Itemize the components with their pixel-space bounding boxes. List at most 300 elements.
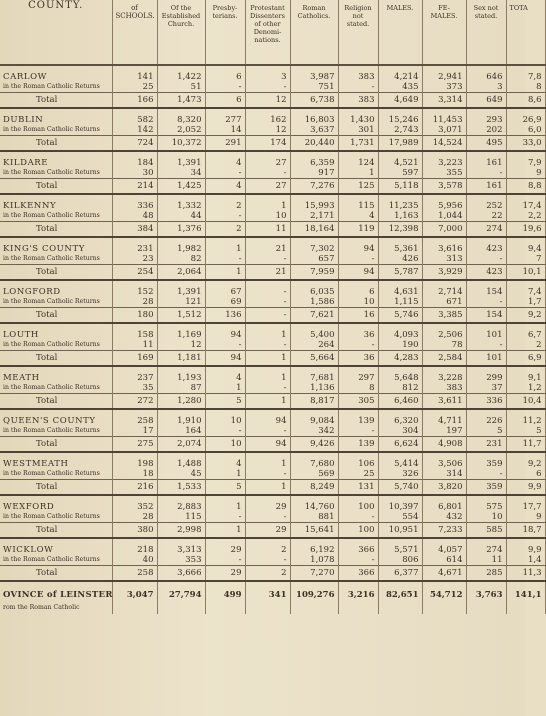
county-name-carlow: CARLOW — [0, 65, 112, 82]
total-females: 7,233 — [422, 523, 466, 539]
cell-presbyterians: 6 — [205, 65, 245, 82]
cell-presbyterians: 4 — [205, 452, 245, 469]
cell-schools: 237 — [112, 366, 157, 383]
cell-religion-not-stated: - — [338, 512, 378, 523]
cell-schools: 28 — [112, 297, 157, 308]
total-sex-not-stated: 161 — [466, 179, 506, 195]
total-dissenters: 2 — [245, 566, 290, 582]
total-schools: 272 — [112, 394, 157, 410]
cell-males: 426 — [378, 254, 422, 265]
province-sub-empty — [466, 602, 506, 614]
cell-presbyterians: 1 — [205, 469, 245, 480]
total-total: 10,4 — [506, 394, 545, 410]
county-name-dublin: DUBLIN — [0, 108, 112, 125]
cell-sex-not-stated: 154 — [466, 280, 506, 297]
cell-dissenters: - — [245, 168, 290, 179]
total-roman-catholics: 8,817 — [290, 394, 338, 410]
province-roman-catholics: 109,276 — [290, 581, 338, 602]
table-row — [0, 409, 545, 426]
total-males: 4,283 — [378, 351, 422, 367]
total-presbyterians: 291 — [205, 136, 245, 152]
cell-schools: 28 — [112, 512, 157, 523]
cell-religion-not-stated: 10 — [338, 297, 378, 308]
cell-presbyterians: 2 — [205, 194, 245, 211]
province-row — [0, 581, 545, 602]
cell-males: 6,320 — [378, 409, 422, 426]
cell-presbyterians: - — [205, 426, 245, 437]
cell-roman-catholics: 917 — [290, 168, 338, 179]
cell-religion-not-stated: - — [338, 254, 378, 265]
cell-males: 5,414 — [378, 452, 422, 469]
total-established: 1,473 — [157, 93, 205, 109]
header-row — [0, 0, 545, 65]
cell-males: 812 — [378, 383, 422, 394]
cell-presbyterians: 94 — [205, 323, 245, 340]
cell-total: 7,4 — [506, 280, 545, 297]
cell-males: 1,163 — [378, 211, 422, 222]
cell-presbyterians: 1 — [205, 383, 245, 394]
total-females: 3,385 — [422, 308, 466, 324]
total-religion-not-stated: 100 — [338, 523, 378, 539]
county-name-longford: LONGFORD — [0, 280, 112, 297]
table-row — [0, 280, 545, 297]
total-presbyterians: 1 — [205, 265, 245, 281]
cell-roman-catholics: 9,084 — [290, 409, 338, 426]
cell-established: 44 — [157, 211, 205, 222]
total-established: 1,425 — [157, 179, 205, 195]
province-sub-empty — [157, 602, 205, 614]
rc-returns-label: in the Roman Catholic Returns — [0, 383, 112, 394]
cell-religion-not-stated: 124 — [338, 151, 378, 168]
total-roman-catholics: 9,426 — [290, 437, 338, 453]
total-dissenters: 94 — [245, 437, 290, 453]
cell-religion-not-stated: 6 — [338, 280, 378, 297]
cell-sex-not-stated: 274 — [466, 538, 506, 555]
cell-established: 1,193 — [157, 366, 205, 383]
province-presbyterians: 499 — [205, 581, 245, 602]
cell-schools: 11 — [112, 340, 157, 351]
cell-religion-not-stated: 106 — [338, 452, 378, 469]
total-religion-not-stated: 16 — [338, 308, 378, 324]
total-presbyterians: 4 — [205, 179, 245, 195]
total-dissenters: 11 — [245, 222, 290, 238]
total-presbyterians: 10 — [205, 437, 245, 453]
cell-roman-catholics: 751 — [290, 82, 338, 93]
total-religion-not-stated: 139 — [338, 437, 378, 453]
total-schools: 214 — [112, 179, 157, 195]
total-religion-not-stated: 125 — [338, 179, 378, 195]
total-total: 33,0 — [506, 136, 545, 152]
total-females: 14,524 — [422, 136, 466, 152]
cell-total: 7,8 — [506, 65, 545, 82]
cell-total: 17,4 — [506, 194, 545, 211]
cell-religion-not-stated: 94 — [338, 237, 378, 254]
rc-returns-label: in the Roman Catholic Returns — [0, 297, 112, 308]
total-schools: 275 — [112, 437, 157, 453]
cell-total: 26,9 — [506, 108, 545, 125]
province-total: 141,1 — [506, 581, 545, 602]
province-sex-not-stated: 3,763 — [466, 581, 506, 602]
cell-dissenters: 1 — [245, 366, 290, 383]
cell-established: 12 — [157, 340, 205, 351]
total-sex-not-stated: 495 — [466, 136, 506, 152]
cell-established: 1,169 — [157, 323, 205, 340]
cell-dissenters: 21 — [245, 237, 290, 254]
total-schools: 166 — [112, 93, 157, 109]
province-females: 54,712 — [422, 581, 466, 602]
cell-dissenters: 1 — [245, 452, 290, 469]
cell-religion-not-stated: 8 — [338, 383, 378, 394]
cell-total: 9 — [506, 512, 545, 523]
cell-established: 1,910 — [157, 409, 205, 426]
table-row — [0, 452, 545, 469]
cell-males: 326 — [378, 469, 422, 480]
cell-males: 11,235 — [378, 194, 422, 211]
cell-sex-not-stated: 575 — [466, 495, 506, 512]
cell-males: 597 — [378, 168, 422, 179]
rc-returns-label: in the Roman Catholic Returns — [0, 168, 112, 179]
cell-males: 4,521 — [378, 151, 422, 168]
cell-females: 3,616 — [422, 237, 466, 254]
table-row — [0, 194, 545, 211]
cell-schools: 30 — [112, 168, 157, 179]
cell-established: 1,982 — [157, 237, 205, 254]
county-name-queen-s-county: QUEEN'S COUNTY — [0, 409, 112, 426]
cell-males: 554 — [378, 512, 422, 523]
cell-established: 45 — [157, 469, 205, 480]
header-established-church: Of the Established Church. — [157, 0, 205, 65]
county-name-wexford: WEXFORD — [0, 495, 112, 512]
cell-religion-not-stated: - — [338, 82, 378, 93]
cell-established: 2,883 — [157, 495, 205, 512]
total-sex-not-stated: 154 — [466, 308, 506, 324]
cell-females: 3,228 — [422, 366, 466, 383]
cell-religion-not-stated: 297 — [338, 366, 378, 383]
cell-roman-catholics: 2,171 — [290, 211, 338, 222]
total-religion-not-stated: 119 — [338, 222, 378, 238]
cell-religion-not-stated: 1,430 — [338, 108, 378, 125]
cell-males: 4,093 — [378, 323, 422, 340]
total-row — [0, 480, 545, 496]
cell-total: 9,9 — [506, 538, 545, 555]
total-dissenters: 1 — [245, 480, 290, 496]
cell-schools: 336 — [112, 194, 157, 211]
cell-established: 1,422 — [157, 65, 205, 82]
cell-religion-not-stated: 100 — [338, 495, 378, 512]
cell-presbyterians: - — [205, 82, 245, 93]
cell-presbyterians: 277 — [205, 108, 245, 125]
county-name-westmeath: WESTMEATH — [0, 452, 112, 469]
cell-dissenters: - — [245, 426, 290, 437]
cell-total: 2 — [506, 340, 545, 351]
table-row — [0, 538, 545, 555]
total-schools: 384 — [112, 222, 157, 238]
cell-roman-catholics: 16,803 — [290, 108, 338, 125]
cell-females: 2,506 — [422, 323, 466, 340]
total-females: 3,611 — [422, 394, 466, 410]
cell-dissenters: 1 — [245, 194, 290, 211]
cell-total: 5 — [506, 426, 545, 437]
cell-total: 1,2 — [506, 383, 545, 394]
total-label: Total — [0, 265, 112, 281]
cell-females: 197 — [422, 426, 466, 437]
cell-presbyterians: 69 — [205, 297, 245, 308]
cell-sex-not-stated: 161 — [466, 151, 506, 168]
total-males: 10,951 — [378, 523, 422, 539]
total-females: 3,820 — [422, 480, 466, 496]
cell-females: 1,044 — [422, 211, 466, 222]
total-label: Total — [0, 308, 112, 324]
cell-sex-not-stated: - — [466, 297, 506, 308]
total-roman-catholics: 5,664 — [290, 351, 338, 367]
table-row — [0, 211, 545, 222]
total-sex-not-stated: 101 — [466, 351, 506, 367]
cell-religion-not-stated: 301 — [338, 125, 378, 136]
total-roman-catholics: 7,621 — [290, 308, 338, 324]
cell-schools: 198 — [112, 452, 157, 469]
table-row — [0, 366, 545, 383]
cell-sex-not-stated: 10 — [466, 512, 506, 523]
cell-total: 6 — [506, 469, 545, 480]
cell-roman-catholics: 6,035 — [290, 280, 338, 297]
total-sex-not-stated: 649 — [466, 93, 506, 109]
total-total: 9,2 — [506, 308, 545, 324]
cell-presbyterians: 1 — [205, 237, 245, 254]
total-row — [0, 523, 545, 539]
cell-dissenters: - — [245, 297, 290, 308]
total-row — [0, 566, 545, 582]
rc-returns-label: in the Roman Catholic Returns — [0, 211, 112, 222]
total-total: 18,7 — [506, 523, 545, 539]
cell-roman-catholics: 3,637 — [290, 125, 338, 136]
total-label: Total — [0, 437, 112, 453]
cell-established: 3,313 — [157, 538, 205, 555]
cell-roman-catholics: 1,136 — [290, 383, 338, 394]
cell-established: 1,488 — [157, 452, 205, 469]
total-presbyterians: 94 — [205, 351, 245, 367]
header-county: COUNTY. — [0, 0, 112, 65]
province-name: OVINCE of LEINSTER — [0, 581, 112, 602]
total-roman-catholics: 20,440 — [290, 136, 338, 152]
cell-females: 313 — [422, 254, 466, 265]
cell-roman-catholics: 6,359 — [290, 151, 338, 168]
cell-presbyterians: 4 — [205, 366, 245, 383]
total-schools: 258 — [112, 566, 157, 582]
total-total: 9,9 — [506, 480, 545, 496]
table-row — [0, 151, 545, 168]
cell-roman-catholics: 7,681 — [290, 366, 338, 383]
cell-males: 2,743 — [378, 125, 422, 136]
cell-males: 1,115 — [378, 297, 422, 308]
cell-sex-not-stated: 22 — [466, 211, 506, 222]
total-total: 8,6 — [506, 93, 545, 109]
total-dissenters: - — [245, 308, 290, 324]
cell-presbyterians: - — [205, 340, 245, 351]
header-religion-not-stated: Religion not stated. — [338, 0, 378, 65]
county-name-king-s-county: KING'S COUNTY — [0, 237, 112, 254]
table-row — [0, 237, 545, 254]
header-presbyterians: Presby-terians. — [205, 0, 245, 65]
total-row — [0, 222, 545, 238]
header-total: TOTA — [506, 0, 545, 65]
total-presbyterians: 5 — [205, 394, 245, 410]
total-presbyterians: 136 — [205, 308, 245, 324]
total-established: 1,181 — [157, 351, 205, 367]
cell-roman-catholics: 657 — [290, 254, 338, 265]
cell-total: 11,2 — [506, 409, 545, 426]
cell-dissenters: 12 — [245, 125, 290, 136]
province-sub-empty — [112, 602, 157, 614]
total-presbyterians: 2 — [205, 222, 245, 238]
cell-schools: 17 — [112, 426, 157, 437]
cell-religion-not-stated: 1 — [338, 168, 378, 179]
province-schools: 3,047 — [112, 581, 157, 602]
cell-established: 51 — [157, 82, 205, 93]
cell-dissenters: 94 — [245, 409, 290, 426]
cell-established: 8,320 — [157, 108, 205, 125]
cell-schools: 48 — [112, 211, 157, 222]
total-religion-not-stated: 366 — [338, 566, 378, 582]
cell-roman-catholics: 1,078 — [290, 555, 338, 566]
cell-roman-catholics: 881 — [290, 512, 338, 523]
table-row — [0, 65, 545, 82]
table-row — [0, 125, 545, 136]
total-total: 11,3 — [506, 566, 545, 582]
cell-schools: 142 — [112, 125, 157, 136]
cell-females: 5,956 — [422, 194, 466, 211]
rc-returns-label: in the Roman Catholic Returns — [0, 254, 112, 265]
county-name-kilkenny: KILKENNY — [0, 194, 112, 211]
cell-males: 806 — [378, 555, 422, 566]
total-religion-not-stated: 131 — [338, 480, 378, 496]
total-established: 2,074 — [157, 437, 205, 453]
cell-presbyterians: 10 — [205, 409, 245, 426]
total-religion-not-stated: 1,731 — [338, 136, 378, 152]
cell-total: 17,7 — [506, 495, 545, 512]
cell-females: 614 — [422, 555, 466, 566]
cell-females: 6,801 — [422, 495, 466, 512]
rc-returns-label: in the Roman Catholic Returns — [0, 555, 112, 566]
cell-established: 353 — [157, 555, 205, 566]
cell-dissenters: 162 — [245, 108, 290, 125]
header-protestant-dissenters: Protestant Dissenters of other Denomi-nations. — [245, 0, 290, 65]
cell-females: 2,714 — [422, 280, 466, 297]
total-label: Total — [0, 179, 112, 195]
total-label: Total — [0, 351, 112, 367]
cell-females: 78 — [422, 340, 466, 351]
cell-schools: 184 — [112, 151, 157, 168]
cell-religion-not-stated: - — [338, 555, 378, 566]
total-males: 5,118 — [378, 179, 422, 195]
cell-established: 34 — [157, 168, 205, 179]
cell-dissenters: 10 — [245, 211, 290, 222]
cell-females: 432 — [422, 512, 466, 523]
cell-presbyterians: 29 — [205, 538, 245, 555]
cell-total: 9,2 — [506, 452, 545, 469]
cell-presbyterians: - — [205, 254, 245, 265]
total-label: Total — [0, 566, 112, 582]
cell-dissenters: 1 — [245, 323, 290, 340]
rc-returns-label: in the Roman Catholic Returns — [0, 340, 112, 351]
table-row — [0, 254, 545, 265]
cell-total: 7 — [506, 254, 545, 265]
total-label: Total — [0, 523, 112, 539]
total-label: Total — [0, 222, 112, 238]
cell-males: 5,571 — [378, 538, 422, 555]
cell-males: 5,648 — [378, 366, 422, 383]
cell-religion-not-stated: 383 — [338, 65, 378, 82]
cell-roman-catholics: 7,302 — [290, 237, 338, 254]
cell-females: 11,453 — [422, 108, 466, 125]
total-established: 3,666 — [157, 566, 205, 582]
total-dissenters: 29 — [245, 523, 290, 539]
cell-males: 4,631 — [378, 280, 422, 297]
cell-presbyterians: 14 — [205, 125, 245, 136]
cell-sex-not-stated: 646 — [466, 65, 506, 82]
rc-returns-label: in the Roman Catholic Returns — [0, 426, 112, 437]
cell-total: 7,9 — [506, 151, 545, 168]
total-sex-not-stated: 423 — [466, 265, 506, 281]
total-dissenters: 1 — [245, 351, 290, 367]
total-females: 3,314 — [422, 93, 466, 109]
total-males: 6,624 — [378, 437, 422, 453]
cell-schools: 23 — [112, 254, 157, 265]
total-males: 5,787 — [378, 265, 422, 281]
table-row — [0, 512, 545, 523]
cell-sex-not-stated: 252 — [466, 194, 506, 211]
table-row — [0, 82, 545, 93]
province-sub-empty — [290, 602, 338, 614]
total-sex-not-stated: 231 — [466, 437, 506, 453]
cell-females: 3,071 — [422, 125, 466, 136]
province-sub-empty — [205, 602, 245, 614]
cell-sex-not-stated: 202 — [466, 125, 506, 136]
header-schools: of SCHOOLS. — [112, 0, 157, 65]
cell-established: 87 — [157, 383, 205, 394]
total-total: 8,8 — [506, 179, 545, 195]
cell-schools: 231 — [112, 237, 157, 254]
cell-females: 383 — [422, 383, 466, 394]
total-established: 2,998 — [157, 523, 205, 539]
cell-females: 671 — [422, 297, 466, 308]
total-males: 4,649 — [378, 93, 422, 109]
total-females: 7,000 — [422, 222, 466, 238]
cell-sex-not-stated: - — [466, 254, 506, 265]
cell-total: 1,4 — [506, 555, 545, 566]
rc-returns-label: in the Roman Catholic Returns — [0, 512, 112, 523]
province-sub-empty — [338, 602, 378, 614]
total-males: 5,746 — [378, 308, 422, 324]
total-row — [0, 351, 545, 367]
cell-roman-catholics: 569 — [290, 469, 338, 480]
cell-dissenters: 27 — [245, 151, 290, 168]
cell-sex-not-stated: - — [466, 168, 506, 179]
total-roman-catholics: 15,641 — [290, 523, 338, 539]
total-dissenters: 27 — [245, 179, 290, 195]
cell-dissenters: 29 — [245, 495, 290, 512]
cell-schools: 40 — [112, 555, 157, 566]
total-roman-catholics: 7,959 — [290, 265, 338, 281]
total-sex-not-stated: 285 — [466, 566, 506, 582]
total-established: 1,376 — [157, 222, 205, 238]
total-established: 1,533 — [157, 480, 205, 496]
cell-males: 10,397 — [378, 495, 422, 512]
cell-total: 1,7 — [506, 297, 545, 308]
province-sub-row — [0, 602, 545, 614]
total-label: Total — [0, 394, 112, 410]
header-males: MALES. — [378, 0, 422, 65]
table-row — [0, 168, 545, 179]
